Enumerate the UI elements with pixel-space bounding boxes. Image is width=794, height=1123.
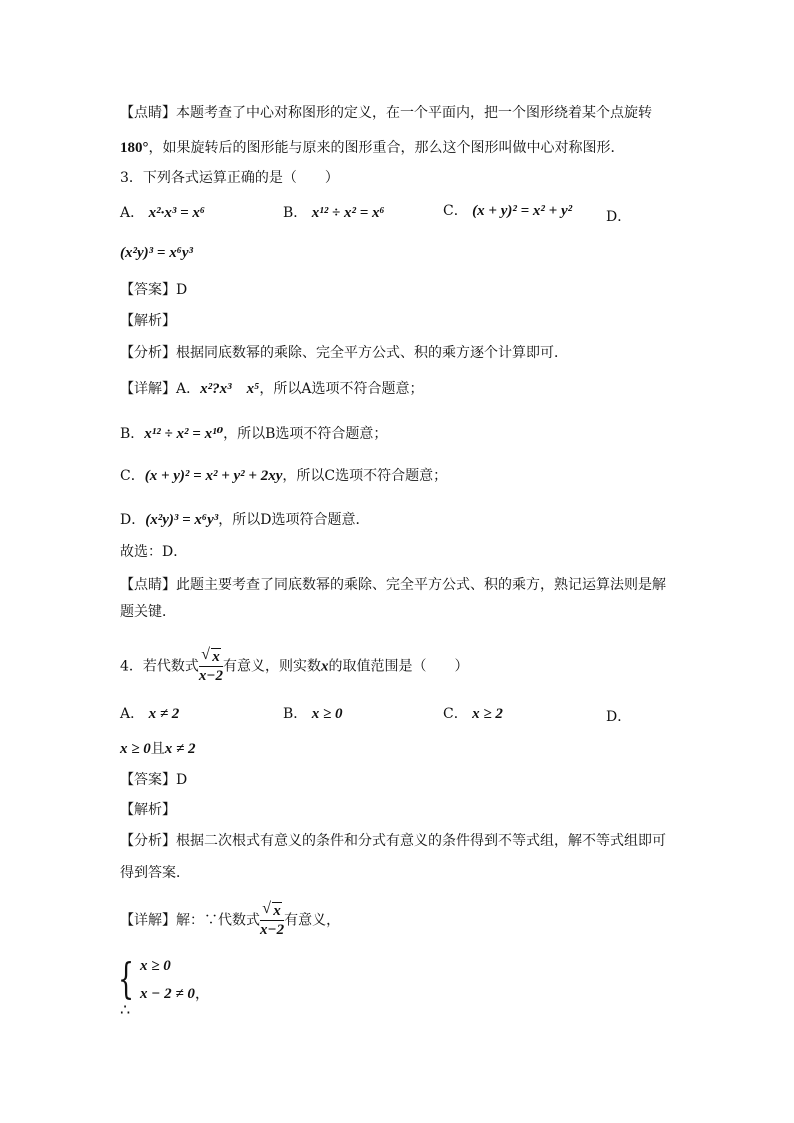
inequality-system [118,954,238,1008]
q3-option-a [120,203,205,223]
analysis-4-heading: 【解析】 [120,802,176,818]
detail-3-a-math: x²?x³ x⁵ [200,381,260,397]
inequality-2: x − 2 ≠ 0 [140,986,195,1002]
q3-option-b [283,203,385,223]
detail-3-b-math: x¹² ÷ x² = x¹⁰ [144,426,224,442]
q3-option-b-label: B． [283,205,308,221]
q4-option-d [120,739,195,759]
q3-option-c [443,201,572,221]
question-4-prefix: 4．若代数式 [120,658,199,675]
answer-4: 【答案】D [120,772,188,788]
analysis-3-heading: 【解析】 [120,313,176,329]
q3-option-d-label: D． [606,209,632,225]
inequality-1: x ≥ 0 [140,958,171,974]
detail-3-c-prefix: C． [120,468,145,484]
detail-3-d-math: (x²y)³ = x⁶y³ [145,512,219,528]
q3-option-a-label: A． [120,205,145,221]
q4-option-b [283,704,342,724]
choose-3: 故选：D． [120,544,188,560]
detail-4-fraction-denominator: x−2 [260,922,285,938]
point-note-line-2 [120,138,625,158]
q3-option-d-math [120,243,193,263]
therefore-symbol: ∴ [120,1000,131,1019]
point-note-3-line-1: 【点睛】此题主要考查了同底数幂的乘除、完全平方公式、积的乘方，熟记运算法则是解 [120,577,666,593]
detail-4 [120,902,340,939]
q4-option-c-math: x ≥ 2 [472,706,503,722]
detail-3-c-math: (x + y)² = x² + y² + 2xy [144,468,283,484]
question-4-suffix: 的取值范围是（ ） [328,658,469,675]
q4-option-a-label: A． [120,706,145,722]
detail-3-a-prefix: 【详解】A． [120,381,201,397]
detail-3-a [120,379,423,399]
angle-180: 180° [120,140,149,156]
analysis-4-text-1: 【分析】根据二次根式有意义的条件和分式有意义的条件得到不等式组，解不等式组即可 [120,833,666,849]
detail-4-prefix: 【详解】解：∵代数式 [120,912,260,929]
q4-option-d-and: 且 [150,741,165,757]
question-3-stem: 3．下列各式运算正确的是（ ） [120,170,339,186]
detail-3-b-suffix: ，所以B选项不符合题意； [223,426,388,442]
q3-option-a-math: x²·x³ = x⁶ [148,205,206,221]
q4-option-a [120,704,179,724]
detail-3-c [120,466,447,486]
detail-3-c-suffix: ，所以C选项不符合题意； [282,468,448,484]
detail-4-suffix: 有意义， [284,912,341,929]
detail-4-fraction-numerator: x [273,903,281,919]
q4-option-b-label: B． [283,706,308,722]
answer-3: 【答案】D [120,282,188,298]
detail-3-a-suffix: ，所以A选项不符合题意； [259,381,424,397]
question-4-stem [120,648,469,685]
detail-4-fraction: √ x x−2 [260,900,285,938]
q4-fraction-numerator: x [212,649,220,665]
q4-option-c-label: C． [443,706,468,722]
inequality-2-line [140,982,210,1003]
q4-variable: x [321,658,329,675]
left-brace-icon: { [118,954,135,1003]
q4-option-b-math: x ≥ 0 [311,706,343,722]
q4-fraction: √ x x−2 [198,646,224,684]
point-note-line-1: 【点睛】本题考查了中心对称图形的定义，在一个平面内，把一个图形绕着某个点旋转 [120,105,652,121]
q3-option-d-expr: (x²y)³ = x⁶y³ [120,245,194,261]
q4-option-d-math-1: x ≥ 0 [120,741,151,757]
inequality-end-comma: ， [194,986,210,1002]
q4-option-d-math-2: x ≠ 2 [164,741,196,757]
q4-option-d-label: D． [606,709,632,725]
detail-3-d-prefix: D． [120,512,146,528]
q3-option-b-math: x¹² ÷ x² = x⁶ [311,205,385,221]
point-note-line-2-text: ，如果旋转后的图形能与原来的图形重合，那么这个图形叫做中心对称图形． [148,140,625,156]
point-note-3-line-2: 题关键． [120,604,176,620]
detail-3-b-prefix: B． [120,426,145,442]
q4-fraction-denominator: x−2 [198,668,224,684]
analysis-3-text: 【分析】根据同底数幂的乘除、完全平方公式、积的乘方逐个计算即可． [120,345,568,361]
q3-option-c-math: (x + y)² = x² + y² [472,203,573,219]
question-4-middle: 有意义，则实数 [223,658,322,675]
detail-3-d [120,510,370,530]
analysis-4-text-2: 得到答案． [120,865,190,881]
detail-3-d-suffix: ，所以D选项符合题意． [218,512,370,528]
detail-3-b [120,424,387,444]
q4-option-a-math: x ≠ 2 [148,706,180,722]
q3-option-c-label: C． [443,203,468,219]
q4-option-c [443,704,503,724]
